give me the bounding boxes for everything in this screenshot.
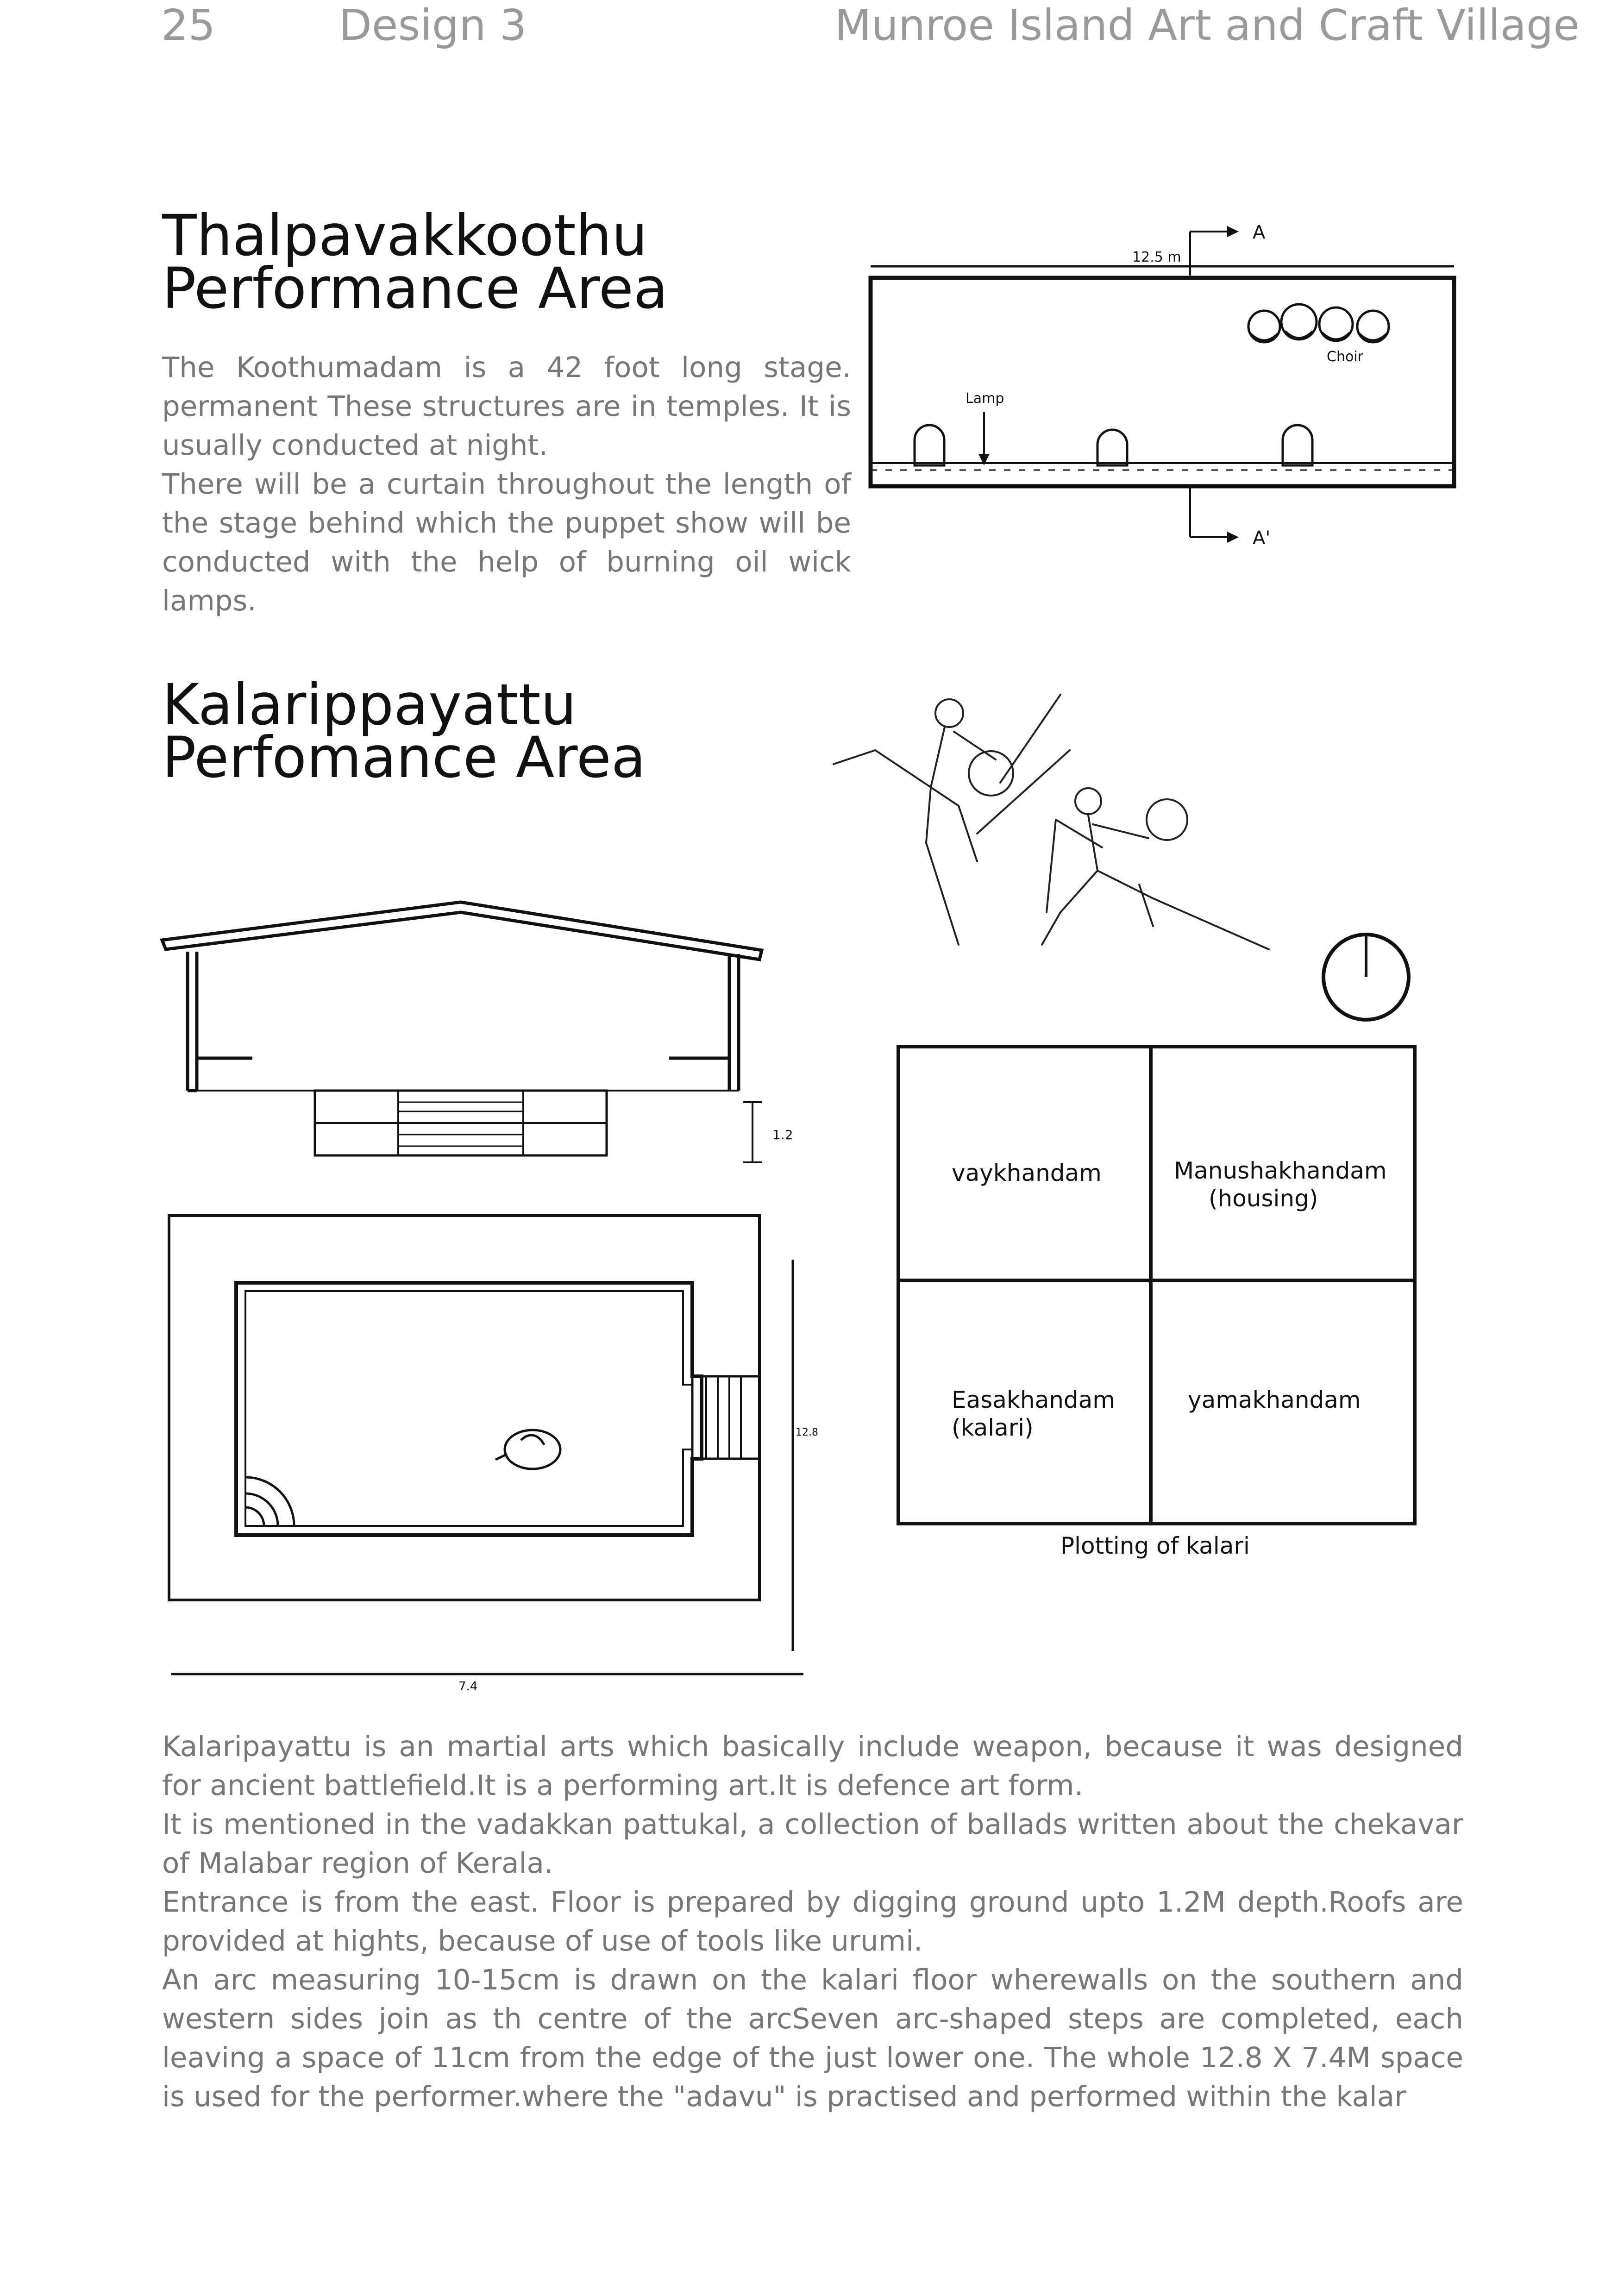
grid-cell-vaykhandam: vaykhandam <box>952 1160 1102 1186</box>
section-label: Design 3 <box>339 0 527 50</box>
choir-label: Choir <box>1327 349 1363 365</box>
section-marker-a-prime: A' <box>1253 527 1271 549</box>
koothumadam-plan-drawing <box>861 218 1473 551</box>
kalari-floor-plan <box>162 1209 820 1694</box>
project-title: Munroe Island Art and Craft Village <box>834 0 1580 50</box>
plan-width-label: 7.4 <box>458 1680 478 1694</box>
page-number: 25 <box>161 0 216 50</box>
north-arrow-icon <box>1320 931 1412 1023</box>
kalari-heading-line1: Kalarippayattu <box>162 672 577 738</box>
kalari-paragraph: Kalaripayattu is an martial arts which basically include weapon, because it was designed for ancient battlefield.It is a performing art.It is defence art form. <box>162 1730 1463 1802</box>
thalpavakkoothu-paragraph: The Koothumadam is a 42 foot long stage. permanent These structures are in temples. It is usually conducted at night. <box>162 351 851 462</box>
kalari-section-drawing <box>162 894 820 1181</box>
kalari-paragraph: Entrance is from the east. Floor is prepared by digging ground upto 1.2M depth.Roofs are provided at hights, because of use of tools like urumi. <box>162 1886 1463 1957</box>
kalari-heading-line2: Perfomance Area <box>162 725 646 790</box>
grid-cell-housing: (housing) <box>1209 1185 1318 1212</box>
thalpavakkoothu-heading-line1: Thalpavakkoothu <box>162 203 648 269</box>
kalari-plot-grid <box>894 1042 1422 1575</box>
grid-caption: Plotting of kalari <box>1060 1532 1250 1559</box>
stage-dimension-label: 12.5 m <box>1132 249 1181 265</box>
grid-cell-yamakhandam: yamakhandam <box>1188 1386 1361 1413</box>
grid-cell-easakhandam: Easakhandam <box>952 1386 1115 1413</box>
thalpavakkoothu-paragraph: There will be a curtain throughout the length of the stage behind which the puppet show will be conducted with the help of burning oil wick lamps. <box>162 468 851 617</box>
grid-cell-kalari: (kalari) <box>952 1414 1034 1441</box>
performer-figure <box>495 1430 560 1469</box>
lamp-label: Lamp <box>966 390 1004 407</box>
section-marker-a: A <box>1253 222 1266 243</box>
thalpavakkoothu-description <box>162 348 851 621</box>
kalari-fighters-illustration <box>815 685 1301 982</box>
plan-length-label: 12.8 <box>796 1427 818 1438</box>
thalpavakkoothu-heading <box>162 203 668 321</box>
kalari-heading <box>162 672 646 790</box>
choir-figures <box>1248 304 1389 342</box>
section-depth-label: 1.2 <box>772 1127 793 1142</box>
grid-cell-manushakhandam: Manushakhandam <box>1174 1157 1387 1184</box>
thalpavakkoothu-heading-line2: Performance Area <box>162 256 668 321</box>
kalari-paragraph: An arc measuring 10-15cm is drawn on the kalari floor wherewalls on the southern and western sides join as th centre of the arcSeven arc-shaped steps are completed, each leaving a space of 11cm from the edge of the just lower one. The whole 12.8 X 7.4M space is used for the performer.where the "adavu" is practised and performed within the kalar <box>162 1964 1463 2113</box>
puppeteer-figures <box>915 425 1312 465</box>
kalari-paragraph: It is mentioned in the vadakkan pattukal, a collection of ballads written about the chekavar of Malabar region of Kerala. <box>162 1808 1463 1880</box>
kalari-description <box>162 1727 1463 2116</box>
